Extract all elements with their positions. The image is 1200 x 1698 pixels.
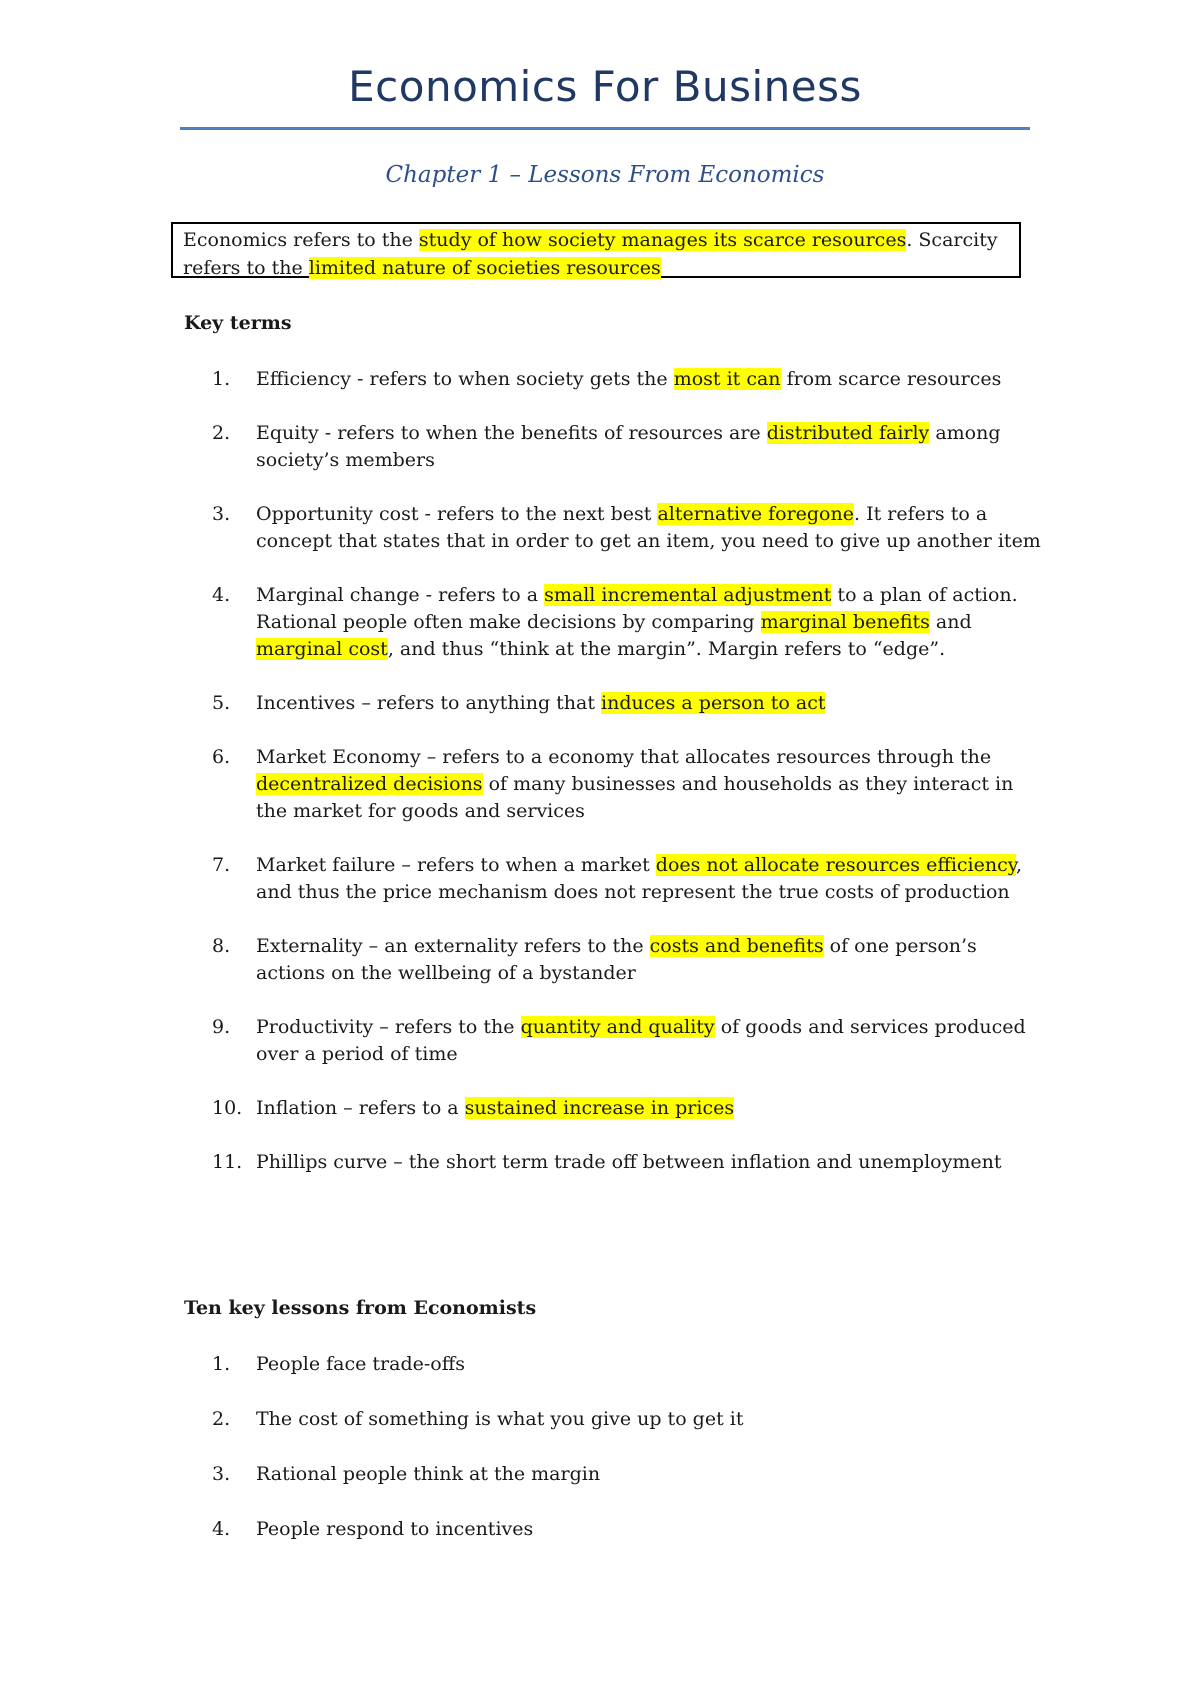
lessons-list [0, 1351, 1046, 1543]
document-title: Economics For Business [348, 62, 862, 111]
lesson-item [0, 1516, 1046, 1543]
list-number: 1. [212, 1353, 231, 1375]
term-text: Externality – an externality refers to the [256, 935, 650, 957]
term-text: of one person’s actions on the wellbeing of a bystander [256, 935, 977, 984]
term-text: Market Economy – refers to a economy that allocates resources through the [256, 746, 992, 768]
key-terms-heading: Key terms [184, 312, 292, 334]
lessons-heading: Ten key lessons from Economists [184, 1297, 537, 1319]
highlighted-phrase: most it can [673, 368, 781, 390]
definition-text: Economics refers to the [183, 229, 419, 251]
key-term-item [0, 1149, 1046, 1176]
term-text: Equity - refers to when the benefits of resources are [256, 422, 767, 444]
term-text: among society’s members [256, 422, 1001, 471]
list-number: 9. [212, 1016, 231, 1038]
list-number: 3. [212, 1463, 231, 1485]
list-number: 2. [212, 422, 231, 444]
key-term-item [0, 852, 1046, 906]
key-term-item [0, 933, 1046, 987]
highlighted-phrase: quantity and quality [520, 1016, 715, 1038]
lesson-item [0, 1406, 1046, 1433]
list-number: 8. [212, 935, 231, 957]
title-divider [180, 127, 1030, 130]
highlighted-phrase: marginal cost [256, 638, 388, 660]
definition-text: . Scarcity refers to the [183, 229, 998, 279]
lesson-text: People respond to incentives [256, 1518, 534, 1540]
highlighted-phrase: small incremental adjustment [544, 584, 832, 606]
lesson-text: The cost of something is what you give up to get it [256, 1408, 744, 1430]
term-text: Productivity – refers to the [256, 1016, 521, 1038]
term-text: . It refers to a concept that states that in order to get an item, you need to give up another item [256, 503, 1041, 552]
term-text: Efficiency - refers to when society gets the [256, 368, 674, 390]
definition-box [171, 222, 1021, 278]
highlighted-phrase: costs and benefits [649, 935, 824, 957]
highlighted-phrase: does not allocate resources efficiency [655, 854, 1016, 876]
key-term-item [0, 744, 1046, 825]
list-number: 4. [212, 584, 231, 606]
definition-highlight: study of how society manages its scarce resources [418, 229, 907, 251]
key-term-item [0, 1095, 1046, 1122]
highlighted-phrase: decentralized decisions [256, 773, 483, 795]
term-text: , and thus the price mechanism does not represent the true costs of production [256, 854, 1023, 903]
list-number: 5. [212, 692, 231, 714]
key-term-item [0, 1014, 1046, 1068]
list-number: 6. [212, 746, 231, 768]
term-text: Opportunity cost - refers to the next best [256, 503, 658, 525]
list-number: 1. [212, 368, 231, 390]
key-term-item [0, 366, 1046, 393]
list-number: 2. [212, 1408, 231, 1430]
term-text: to a plan of action. Rational people often make decisions by comparing [256, 584, 1018, 633]
highlighted-phrase: sustained increase in prices [464, 1097, 735, 1119]
term-text: , and thus “think at the margin”. Margin refers to “edge”. [387, 638, 946, 660]
lesson-text: People face trade-offs [256, 1353, 465, 1375]
key-term-item [0, 501, 1046, 555]
term-text: Market failure – refers to when a market [256, 854, 656, 876]
list-number: 10. [212, 1097, 243, 1119]
list-number: 7. [212, 854, 231, 876]
highlighted-phrase: distributed fairly [766, 422, 930, 444]
highlighted-phrase: alternative foregone [657, 503, 854, 525]
key-term-item [0, 690, 1046, 717]
key-term-item [0, 420, 1046, 474]
highlighted-phrase: marginal benefits [760, 611, 930, 633]
term-text: from scarce resources [780, 368, 1002, 390]
term-text: Phillips curve – the short term trade off between inflation and unemployment [256, 1151, 1002, 1173]
list-number: 3. [212, 503, 231, 525]
key-term-item [0, 582, 1046, 663]
term-text: Marginal change - refers to a [256, 584, 545, 606]
definition-highlight: limited nature of societies resources [308, 257, 661, 279]
lesson-item [0, 1351, 1046, 1378]
key-terms-list [0, 366, 1046, 1176]
lesson-item [0, 1461, 1046, 1488]
term-text: of many businesses and households as they interact in the market for goods and services [256, 773, 1014, 822]
chapter-subtitle: Chapter 1 – Lessons From Economics [385, 162, 825, 188]
term-text: of goods and services produced over a period of time [256, 1016, 1026, 1065]
list-number: 4. [212, 1518, 231, 1540]
list-number: 11. [212, 1151, 243, 1173]
highlighted-phrase: induces a person to act [601, 692, 826, 714]
term-text: and [929, 611, 972, 633]
lesson-text: Rational people think at the margin [256, 1463, 601, 1485]
term-text: Incentives – refers to anything that [256, 692, 602, 714]
term-text: Inflation – refers to a [256, 1097, 465, 1119]
